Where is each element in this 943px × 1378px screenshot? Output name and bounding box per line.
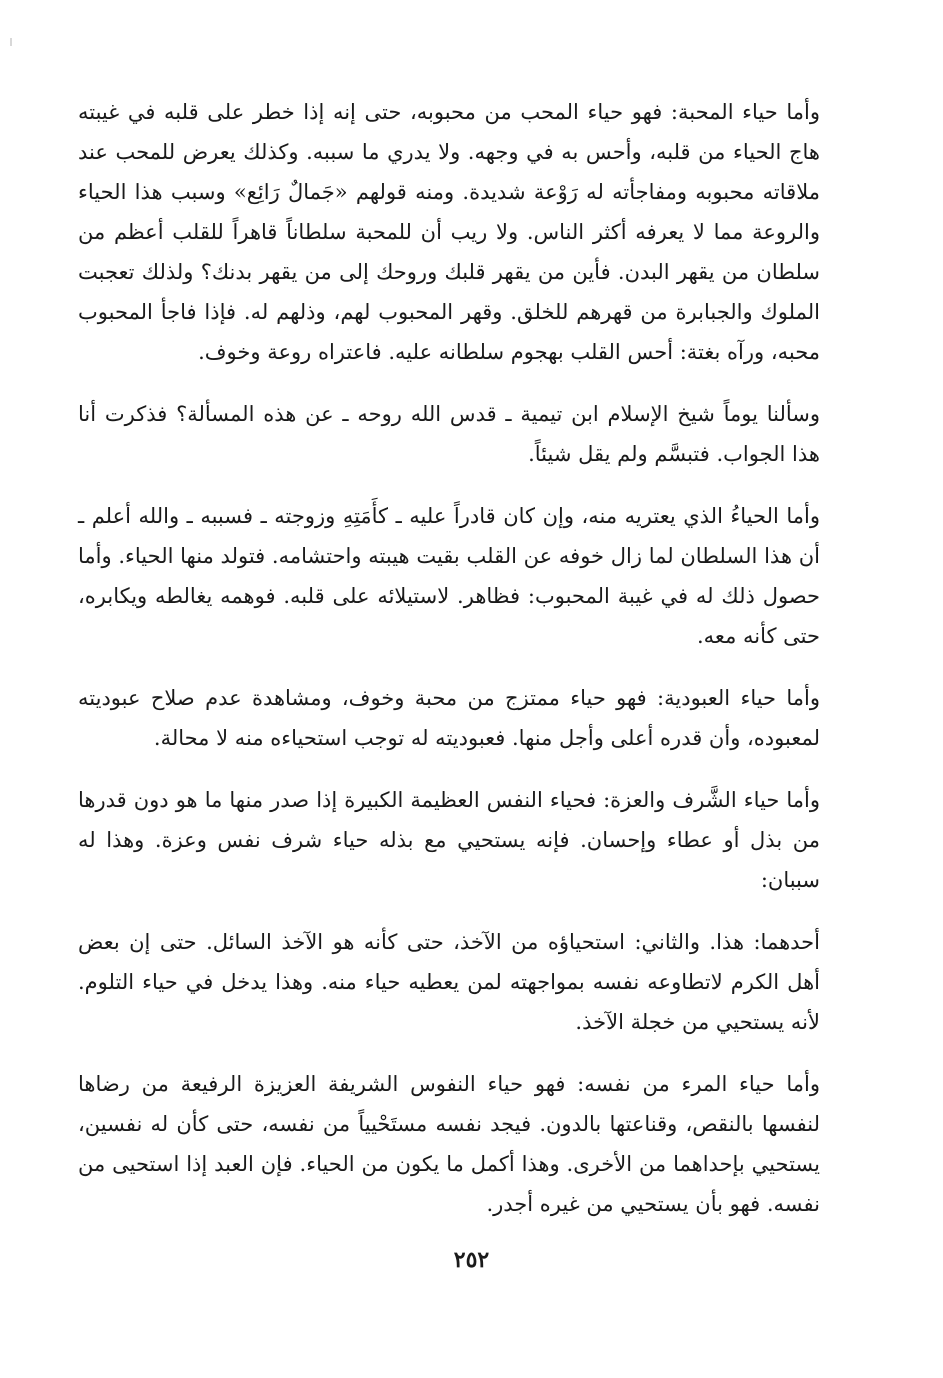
paragraph-shyness-toward-dependents: وأما الحياءُ الذي يعتريه منه، وإن كان قادراً عليه ـ كأَمَتِهِ وزوجته ـ فسببه ـ والله أعلم ـ أن هذا السلطان لما زال خوفه عن القلب بقيت هيبته واحتشامه. فتولد منها الحياء. وأما حصول ذلك له في غيبة المحبوب: فظاهر. لاستيلائه على قلبه. فوهمه يغالطه ويكابره، حتى كأنه معه. [78,504,820,648]
paragraph-servitude-shyness: وأما حياء العبودية: فهو حياء ممتزج من محبة وخوف، ومشاهدة عدم صلاح عبوديته لمعبوده، وأن قدره أعلى وأجل منها. فعبوديته له توجب استحياءه منه لا محالة. [78,686,820,750]
page-number: ٢٥٢ [453,1247,490,1273]
margin-mark [10,38,12,46]
paragraph-love-shyness: وأما حياء المحبة: فهو حياء المحب من محبوبه، حتى إنه إذا خطر على قلبه في غيبته هاج الحياء من قلبه، وأحس به في وجهه. ولا يدري ما سببه. وكذلك يعرض للمحب عند ملاقاته محبوبه ومفاجأته له رَوْعة شديدة. ومنه قولهم «جَمالٌ رَائِع» وسبب هذا الحياء والروعة مما لا يعرفه أكثر الناس. ولا ريب أن للمحبة سلطاناً قاهراً للقلب أعظم من سلطان من يقهر البدن. فأين من يقهر قلبك وروحك إلى من يقهر بدنك؟ ولذلك تعجبت الملوك والجبابرة من قهرهم للخلق. وقهر المحبوب لهم، وذلهم له. فإذا فاجأ المحبوب محبه، ورآه بغتة: أحس القلب بهجوم سلطانه عليه. فاعتراه روعة وخوف. [78,100,820,364]
paragraph-ibn-taymiyyah-question: وسألنا يوماً شيخ الإسلام ابن تيمية ـ قدس الله روحه ـ عن هذه المسألة؟ فذكرت أنا هذا الجواب. فتبسَّم ولم يقل شيئاً. [78,402,820,466]
paragraph-two-reasons: أحدهما: هذا. والثاني: استحياؤه من الآخذ، حتى كأنه هو الآخذ السائل. حتى إن بعض أهل الكرم لاتطاوعه نفسه بمواجهته لمن يعطيه حياء منه. وهذا يدخل في حياء التلوم. لأنه يستحيي من خجلة الآخذ. [78,930,820,1034]
paragraph-honor-shyness: وأما حياء الشَّرف والعزة: فحياء النفس العظيمة الكبيرة إذا صدر منها ما هو دون قدرها من بذل أو عطاء وإحسان. فإنه يستحيي مع بذله حياء شرف نفس وعزة. وهذا له سببان: [78,788,820,892]
paragraph-self-shyness: وأما حياء المرء من نفسه: فهو حياء النفوس الشريفة العزيزة الرفيعة من رضاها لنفسها بالنقص، وقناعتها بالدون. فيجد نفسه مستَحْيياً من نفسه، حتى كأن له نفسين، يستحيي بإحداهما من الأخرى. وهذا أكمل ما يكون من الحياء. فإن العبد إذا استحيى من نفسه. فهو بأن يستحيي من غيره أجدر. [78,1072,820,1216]
document-body [78,92,820,1246]
